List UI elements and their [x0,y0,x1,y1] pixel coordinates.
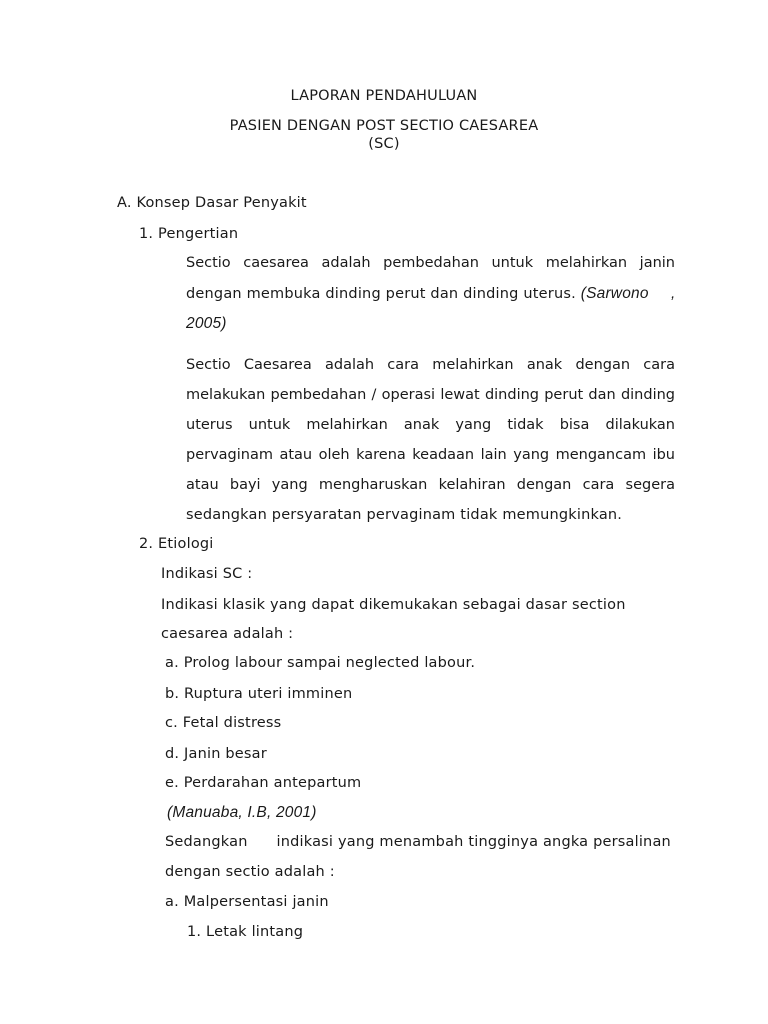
citation-manuaba: (Manuaba, I.B, 2001) [167,804,317,821]
list-item-a: a. Prolog labour sampai neglected labour. [165,655,476,671]
list-item-c: c. Fetal distress [165,715,282,731]
indikasi-klasik-line2: caesarea adalah : [161,626,294,642]
sublist-item-a1: 1. Letak lintang [187,924,304,940]
indikasi-sc-label: Indikasi SC : [161,566,253,582]
indikasi-tambahan-line2: dengan sectio adalah : [165,864,335,880]
citation-sarwono-comma: , [671,285,676,302]
section-a-heading: A. Konsep Dasar Penyakit [117,195,307,211]
pengertian-para2-line2: melakukan pembedahan / operasi lewat dinding perut dan dinding [186,387,675,403]
citation-sarwono: (Sarwono [580,285,649,302]
subsection-etiologi-heading: 2. Etiologi [139,536,214,552]
pengertian-para1-line2-text: dengan membuka dinding perut dan dinding uterus. [186,286,576,302]
pengertian-para1-line2 [186,285,649,303]
list-item-b: b. Ruptura uteri imminen [165,686,353,702]
subsection-pengertian-heading: 1. Pengertian [139,226,239,242]
pengertian-para2-line1: Sectio Caesarea adalah cara melahirkan anak dengan cara [186,357,675,373]
title-line-2: PASIEN DENGAN POST SECTIO CAESAREA [229,118,539,134]
pengertian-para2-line5: atau bayi yang mengharuskan kelahiran dengan cara segera [186,477,675,493]
indikasi-tambahan-line1: Sedangkan indikasi yang menambah tingginya angka persalinan [165,834,671,850]
pengertian-para2-line6: sedangkan persyaratan pervaginam tidak memungkinkan. [186,507,623,523]
title-line-1: LAPORAN PENDAHULUAN [290,88,478,104]
list-item-e: e. Perdarahan antepartum [165,775,362,791]
pengertian-para2-line4: pervaginam atau oleh karena keadaan lain yang mengancam ibu [186,447,675,463]
list-item-d: d. Janin besar [165,746,267,762]
indikasi-klasik-line1: Indikasi klasik yang dapat dikemukakan sebagai dasar section [161,597,626,613]
citation-sarwono-year: 2005) [186,315,227,332]
title-line-3: (SC) [368,136,400,152]
pengertian-para2-line3: uterus untuk melahirkan anak yang tidak bisa dilakukan [186,417,675,433]
sublist-item-a: a. Malpersentasi janin [165,894,329,910]
pengertian-para1-line1: Sectio caesarea adalah pembedahan untuk melahirkan janin [186,255,675,271]
